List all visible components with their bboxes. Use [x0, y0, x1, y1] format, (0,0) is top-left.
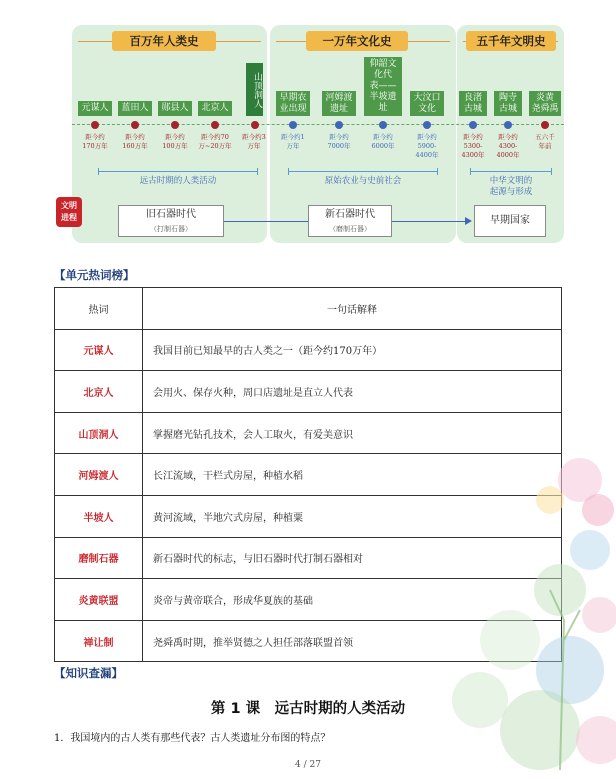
stage-name: 旧石器时代: [146, 209, 196, 220]
explanation: 炎帝与黄帝联合，形成华夏族的基础: [143, 579, 562, 621]
site-dot: [211, 121, 219, 129]
site-box: 元谋人: [78, 101, 112, 116]
period-label: 中华文明的 起源与形成: [489, 176, 533, 197]
site-date: 距今约 5300- 4300年: [461, 133, 485, 159]
column-header: 一句话解释: [143, 288, 562, 330]
era-title: 百万年人类史: [112, 31, 216, 51]
period-bracket: [470, 171, 552, 172]
explanation: 会用火、保存火种，周口店遗址是直立人代表: [143, 371, 562, 413]
site-box: 北京人: [198, 101, 232, 116]
lesson-title: 第 1 课 远古时期的人类活动: [210, 701, 406, 717]
hot-word: 磨制石器: [55, 537, 143, 579]
hot-word: 禅让制: [55, 620, 143, 662]
stage-name: 早期国家: [490, 215, 530, 226]
section-hot-words: 【单元热词榜】: [54, 268, 135, 282]
site-dot: [504, 121, 512, 129]
table-row: [55, 454, 562, 496]
site-dot: [289, 121, 297, 129]
site-date: 距今约1 万年: [281, 133, 305, 150]
site-date: 距今约 4300- 4000年: [496, 133, 520, 159]
stage-box: [474, 205, 546, 237]
explanation: 掌握磨光钻孔技术，会人工取火，有爱美意识: [143, 412, 562, 454]
hot-words-table: [54, 287, 562, 662]
explanation: 新石器时代的标志，与旧石器时代打制石器相对: [143, 537, 562, 579]
site-dot: [251, 121, 259, 129]
site-box: 河姆渡 遗址: [322, 91, 356, 116]
site-box: 蓝田人: [118, 101, 152, 116]
stage-arrow: [392, 221, 468, 222]
site-dot: [423, 121, 431, 129]
page-number: 4 / 27: [295, 760, 321, 770]
section-knowledge: 【知识查漏】: [54, 666, 123, 680]
table-row: [55, 329, 562, 371]
stage-box: [118, 205, 224, 237]
table-row: [55, 371, 562, 413]
hot-word: 元谋人: [55, 329, 143, 371]
table-row: [55, 412, 562, 454]
hot-word: 北京人: [55, 371, 143, 413]
period-bracket: [98, 171, 258, 172]
site-dot: [171, 121, 179, 129]
site-box: 陶寺 古城: [494, 91, 522, 116]
explanation: 我国目前已知最早的古人类之一（距今约170万年）: [143, 329, 562, 371]
site-dot: [379, 121, 387, 129]
hot-word: 半坡人: [55, 495, 143, 537]
timeline-axis: [72, 124, 564, 125]
stage-sub: （磨制石器）: [329, 225, 371, 233]
site-dot: [335, 121, 343, 129]
site-box: 良渚 古城: [459, 91, 487, 116]
site-dot: [131, 121, 139, 129]
explanation: 长江流域，干栏式房屋，种植水稻: [143, 454, 562, 496]
table-header-row: [55, 288, 562, 330]
column-header: 热词: [55, 288, 143, 330]
table-row: [55, 579, 562, 621]
arrow-head-icon: [465, 217, 472, 225]
hot-word: 炎黄联盟: [55, 579, 143, 621]
site-date: 距今约 6000年: [371, 133, 395, 150]
site-date: 五六千 年前: [535, 133, 555, 150]
site-date: 距今约 100万年: [162, 133, 188, 150]
site-dot: [91, 121, 99, 129]
site-date: 距今约 5900- 4400年: [415, 133, 439, 159]
hot-word: 河姆渡人: [55, 454, 143, 496]
stage-name: 新石器时代: [325, 209, 375, 220]
site-dot: [469, 121, 477, 129]
explanation: 尧舜禹时期，推举贤德之人担任部落联盟首领: [143, 620, 562, 662]
site-date: 距今约 160万年: [122, 133, 148, 150]
question-1: 1．我国境内的古人类有那些代表？古人类遗址分布图的特点？: [54, 733, 331, 744]
site-box: 大汶口 文化: [410, 91, 444, 116]
site-box: 仰韶文 化代 表—— 半坡遗 址: [364, 57, 402, 116]
explanation: 黄河流域，半地穴式房屋，种植粟: [143, 495, 562, 537]
site-box: 山顶洞人: [246, 63, 263, 116]
era-title: 五千年文明史: [466, 31, 556, 51]
site-date: 距今约 7000年: [327, 133, 351, 150]
hot-word: 山顶洞人: [55, 412, 143, 454]
stage-box: [308, 205, 392, 237]
site-box: 炎黄 尧舜禹: [529, 91, 561, 116]
site-date: 距今约3 万年: [242, 133, 266, 150]
period-bracket: [288, 171, 438, 172]
site-box: 早期农 业出现: [276, 91, 310, 116]
table-row: [55, 537, 562, 579]
stage-arrow: [224, 221, 308, 222]
site-dot: [541, 121, 549, 129]
table-row: [55, 620, 562, 662]
table-row: [55, 495, 562, 537]
stage-sub: （打制石器）: [150, 225, 192, 233]
period-label: 远古时期的人类活动: [139, 176, 217, 186]
era-title: 一万年文化史: [306, 31, 408, 51]
period-label: 原始农业与史前社会: [324, 176, 402, 186]
site-date: 距今约 170万年: [82, 133, 108, 150]
site-box: 郧县人: [158, 101, 192, 116]
site-date: 距今约70 万~20万年: [198, 133, 232, 150]
history-timeline: [72, 25, 564, 243]
civilization-badge: 文明 进程: [56, 197, 82, 227]
